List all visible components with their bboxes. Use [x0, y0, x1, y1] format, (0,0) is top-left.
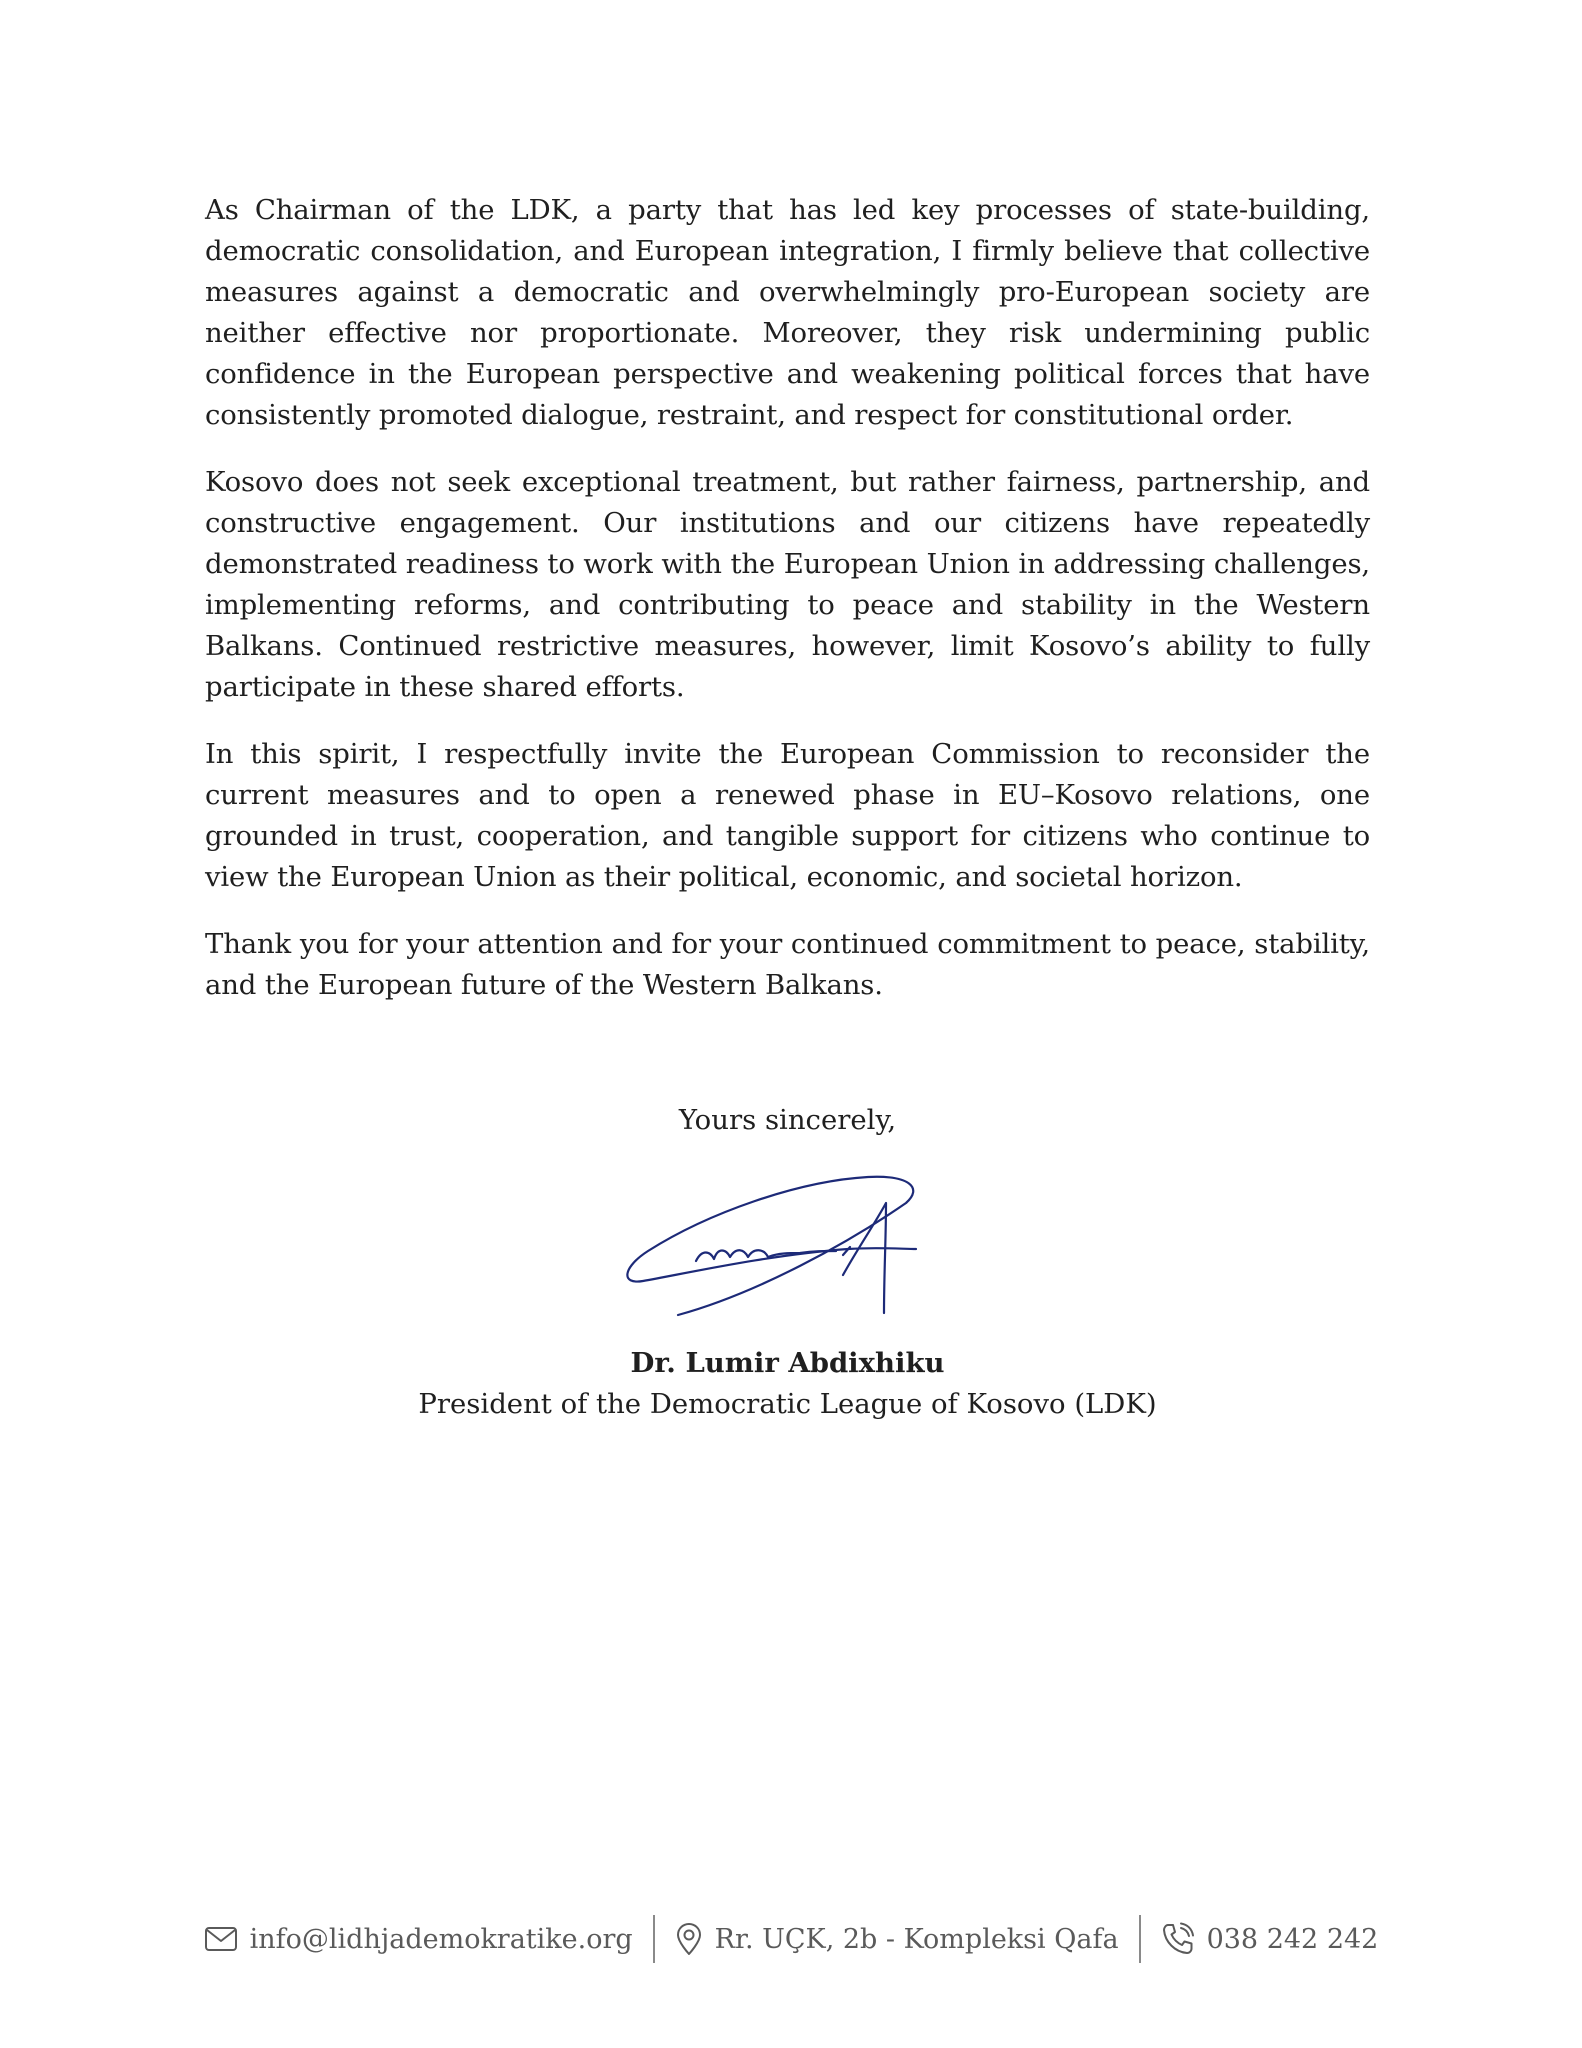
closing-salutation: Yours sincerely,	[678, 1104, 897, 1136]
footer-address	[675, 1922, 1119, 1956]
closing-block	[205, 1100, 1370, 1425]
footer-contact-bar	[0, 1914, 1582, 1964]
signer-title: President of the Democratic League of Kosovo (LDK)	[418, 1388, 1157, 1420]
footer-phone	[1161, 1922, 1379, 1956]
address-text: Rr. UÇK, 2b - Kompleksi Qafa	[714, 1923, 1119, 1955]
paragraph-4: Thank you for your attention and for your continued commitment to peace, stability, and the European future of the Western Balkans.	[205, 928, 1370, 1001]
letter-body	[205, 190, 1370, 1032]
signer-name: Dr. Lumir Abdixhiku	[630, 1347, 945, 1379]
paragraph-1: As Chairman of the LDK, a party that has led key processes of state-building, democratic consolidation, and European integration, I firmly believe that collective measures against a democratic and overwhelmingly pro-European society are neither effective nor proportionate. Moreover, they risk undermining public confidence in the European perspective and weakening political forces that have consistently promoted dialogue, restraint, and respect for constitutional order.	[205, 194, 1370, 431]
paragraph-2: Kosovo does not seek exceptional treatment, but rather fairness, partnership, and constructive engagement. Our institutions and our citizens have repeatedly demonstrated readiness to work with the European Union in addressing challenges, implementing reforms, and contributing to peace and stability in the Western Balkans. Continued restrictive measures, however, limit Kosovo’s ability to fully participate in these shared efforts.	[205, 466, 1370, 703]
paragraph-3: In this spirit, I respectfully invite the European Commission to reconsider the current measures and to open a renewed phase in EU–Kosovo relations, one grounded in trust, cooperation, and tangible support for citizens who continue to view the European Union as their political, economic, and societal horizon.	[205, 738, 1370, 893]
email-link[interactable]: info@lidhjademokratike.org	[249, 1923, 633, 1955]
phone-icon	[1161, 1922, 1195, 1956]
phone-number[interactable]: 038 242 242	[1206, 1923, 1379, 1955]
handwritten-signature	[618, 1163, 958, 1343]
footer-divider	[1139, 1915, 1141, 1963]
footer-email	[204, 1924, 633, 1955]
envelope-icon	[204, 1926, 238, 1952]
location-pin-icon	[675, 1922, 703, 1956]
footer-divider	[653, 1915, 655, 1963]
